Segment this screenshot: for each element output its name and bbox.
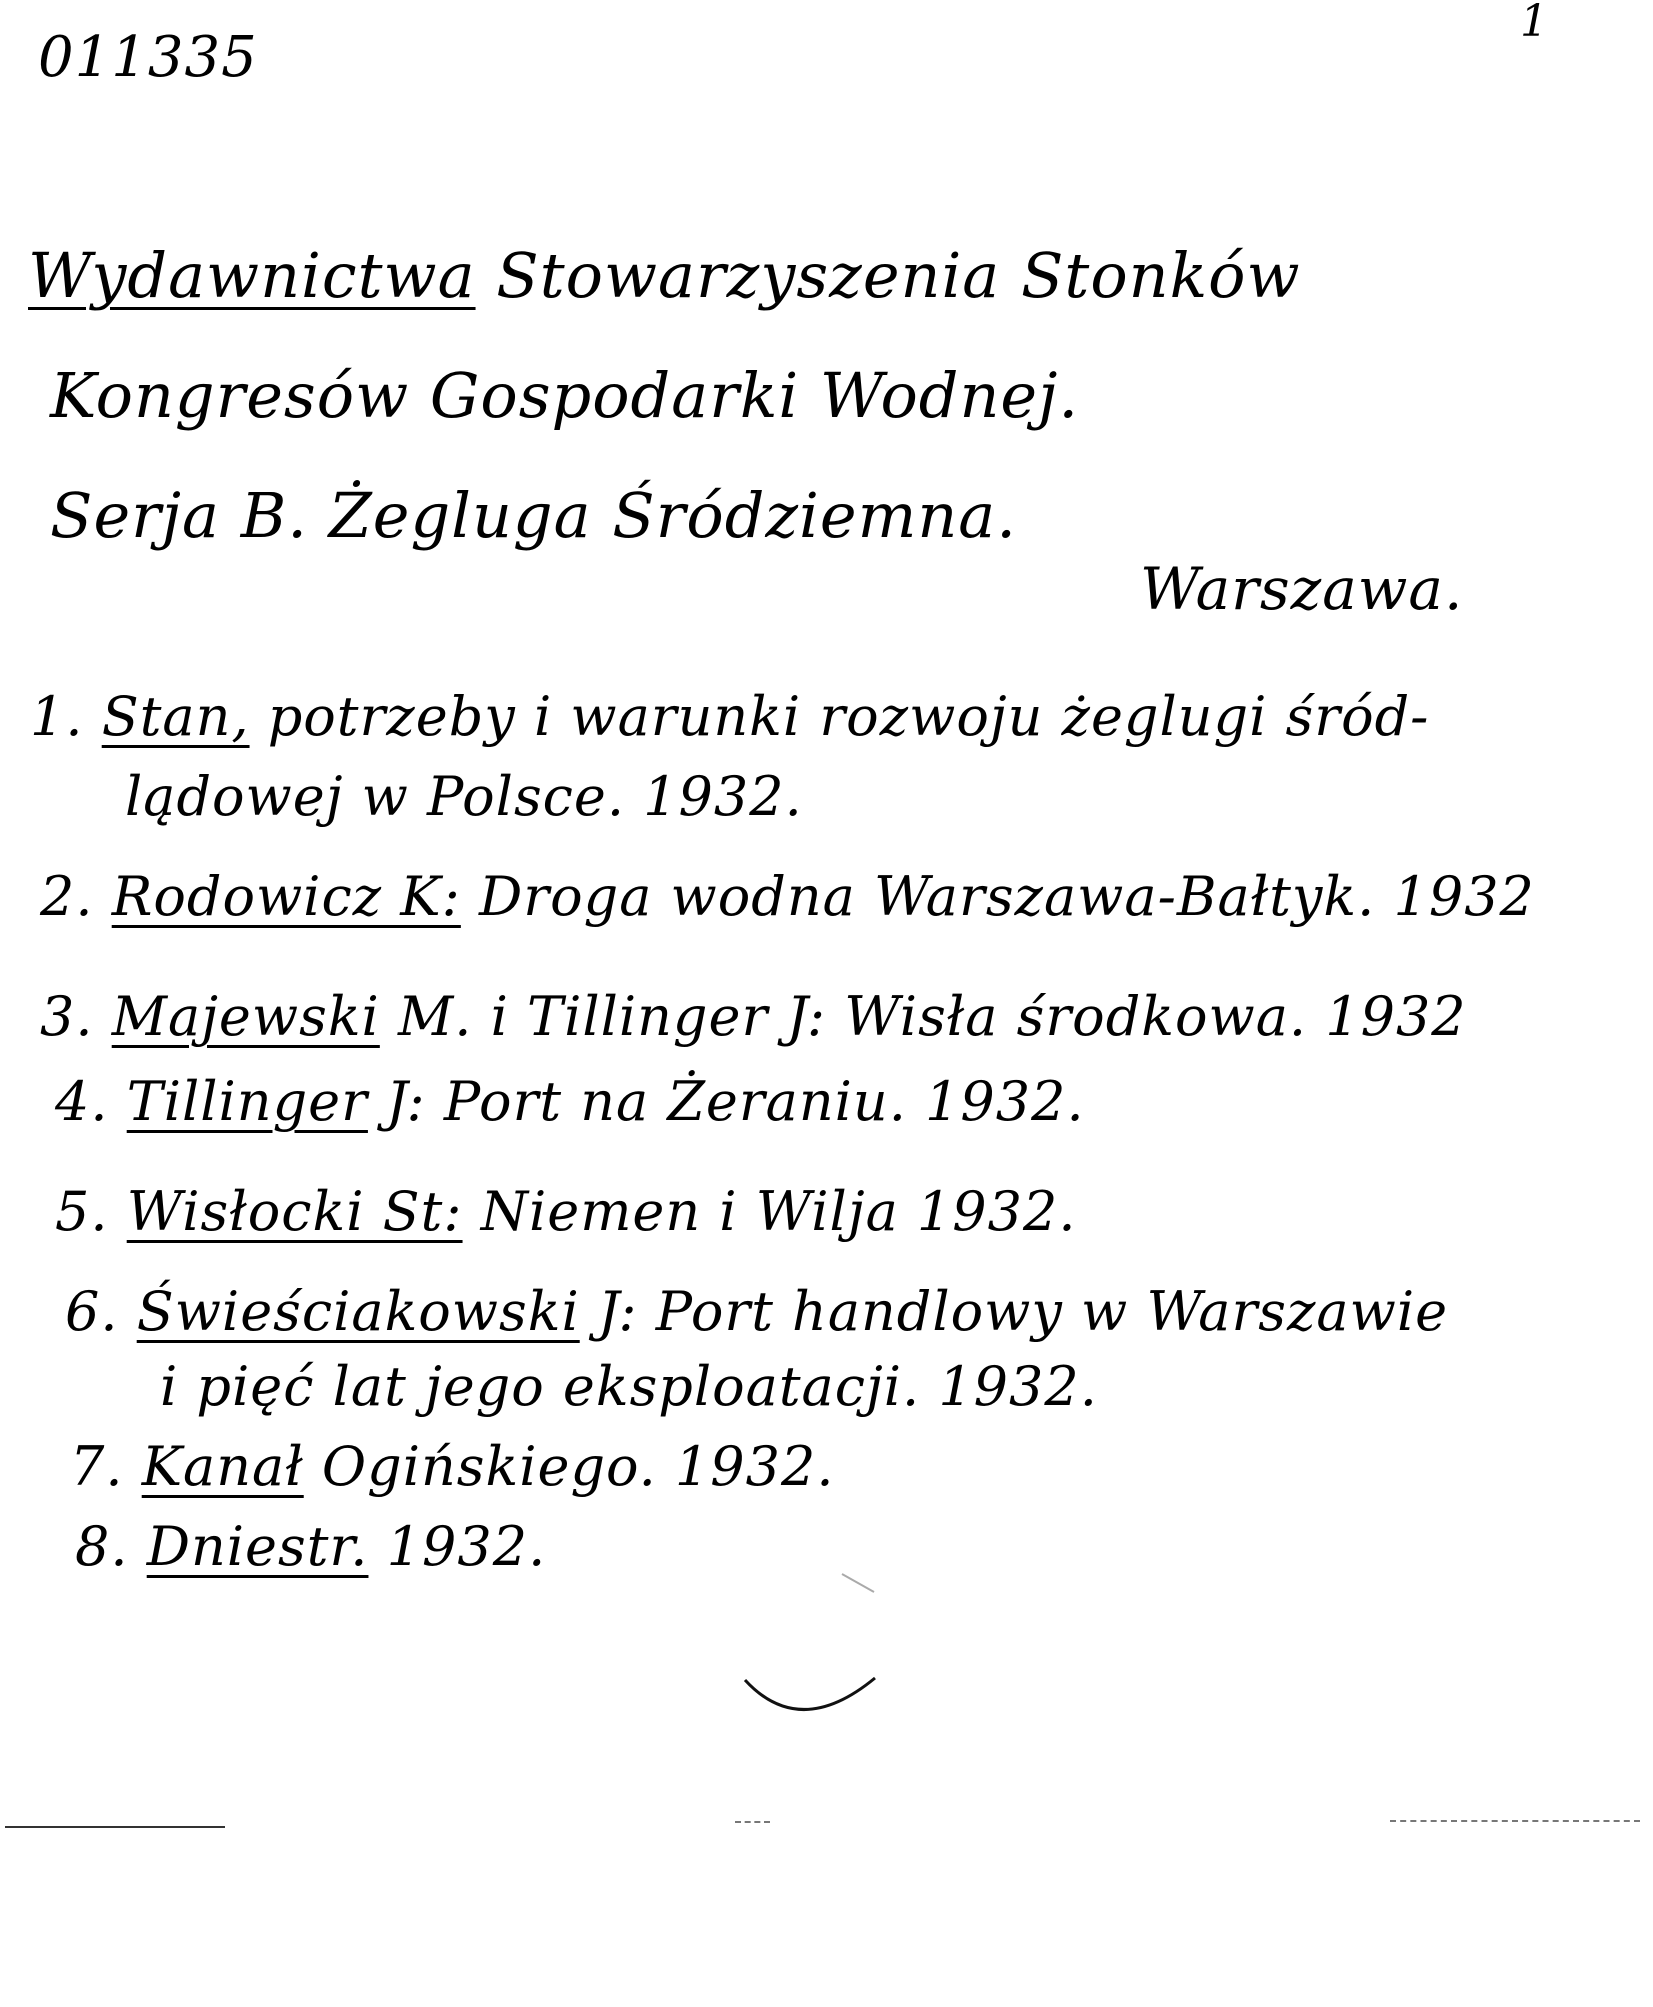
entry-number: 6. [65, 1280, 119, 1343]
entry-5 [55, 1180, 1077, 1243]
title-line-1-rest: Stowarzyszenia Stonków [496, 239, 1301, 312]
entry-underlined: Tillinger [126, 1070, 368, 1133]
title-underlined-word: Wydawnictwa [28, 239, 476, 312]
entry-1-line-1 [30, 685, 1430, 748]
bottom-rule-right [1390, 1820, 1640, 1822]
entry-underlined: Świeściakowski [136, 1280, 580, 1343]
entry-text: Ogińskiego. 1932. [321, 1435, 835, 1498]
entry-text: 1932. [386, 1515, 547, 1578]
entry-6-line-1 [65, 1280, 1449, 1343]
entry-text: Niemen i Wilja 1932. [480, 1180, 1077, 1243]
entry-number: 7. [70, 1435, 124, 1498]
page-number: 1 [1520, 0, 1549, 47]
entry-text: Droga wodna Warszawa-Bałtyk. 1932 [479, 865, 1535, 928]
entry-underlined: Majewski [111, 985, 380, 1048]
entry-number: 5. [55, 1180, 109, 1243]
entry-6-line-2: i pięć lat jego eksploatacji. 1932. [160, 1355, 1098, 1418]
entry-number: 8. [75, 1515, 129, 1578]
entry-underlined: Dniestr. [146, 1515, 369, 1578]
entry-8 [75, 1515, 547, 1578]
entry-number: 3. [40, 985, 94, 1048]
title-line-2: Kongresów Gospodarki Wodnej. [50, 359, 1080, 432]
entry-underlined: Stan, [101, 685, 250, 748]
document-number: 011335 [38, 25, 258, 90]
entry-underlined: Kanał [141, 1435, 304, 1498]
title-line-1 [28, 239, 1301, 312]
place-name: Warszawa. [1140, 555, 1464, 623]
entry-text: J: Port na Żeraniu. 1932. [386, 1070, 1085, 1133]
entry-underlined: Rodowicz K: [111, 865, 461, 928]
entry-text: J: Port handlowy w Warszawie [597, 1280, 1449, 1343]
entry-7 [70, 1435, 835, 1498]
entry-2 [40, 865, 1535, 928]
pencil-arc-mark [740, 1670, 880, 1730]
entry-number: 4. [55, 1070, 109, 1133]
entry-1-line-2: lądowej w Polsce. 1932. [125, 765, 803, 828]
pencil-tick-mark [840, 1570, 880, 1600]
entry-underlined: Wisłocki St: [126, 1180, 463, 1243]
entry-4 [55, 1070, 1085, 1133]
entry-text: potrzeby i warunki rozwoju żeglugi śród- [267, 685, 1430, 748]
entry-text: M. i Tillinger J: Wisła środkowa. 1932 [398, 985, 1467, 1048]
bottom-rule-left [5, 1826, 225, 1828]
entry-3 [40, 985, 1467, 1048]
bottom-rule-center [735, 1821, 770, 1823]
entry-number: 2. [40, 865, 94, 928]
entry-number: 1. [30, 685, 84, 748]
title-line-3: Serja B. Żegluga Śródziemna. [50, 479, 1017, 552]
